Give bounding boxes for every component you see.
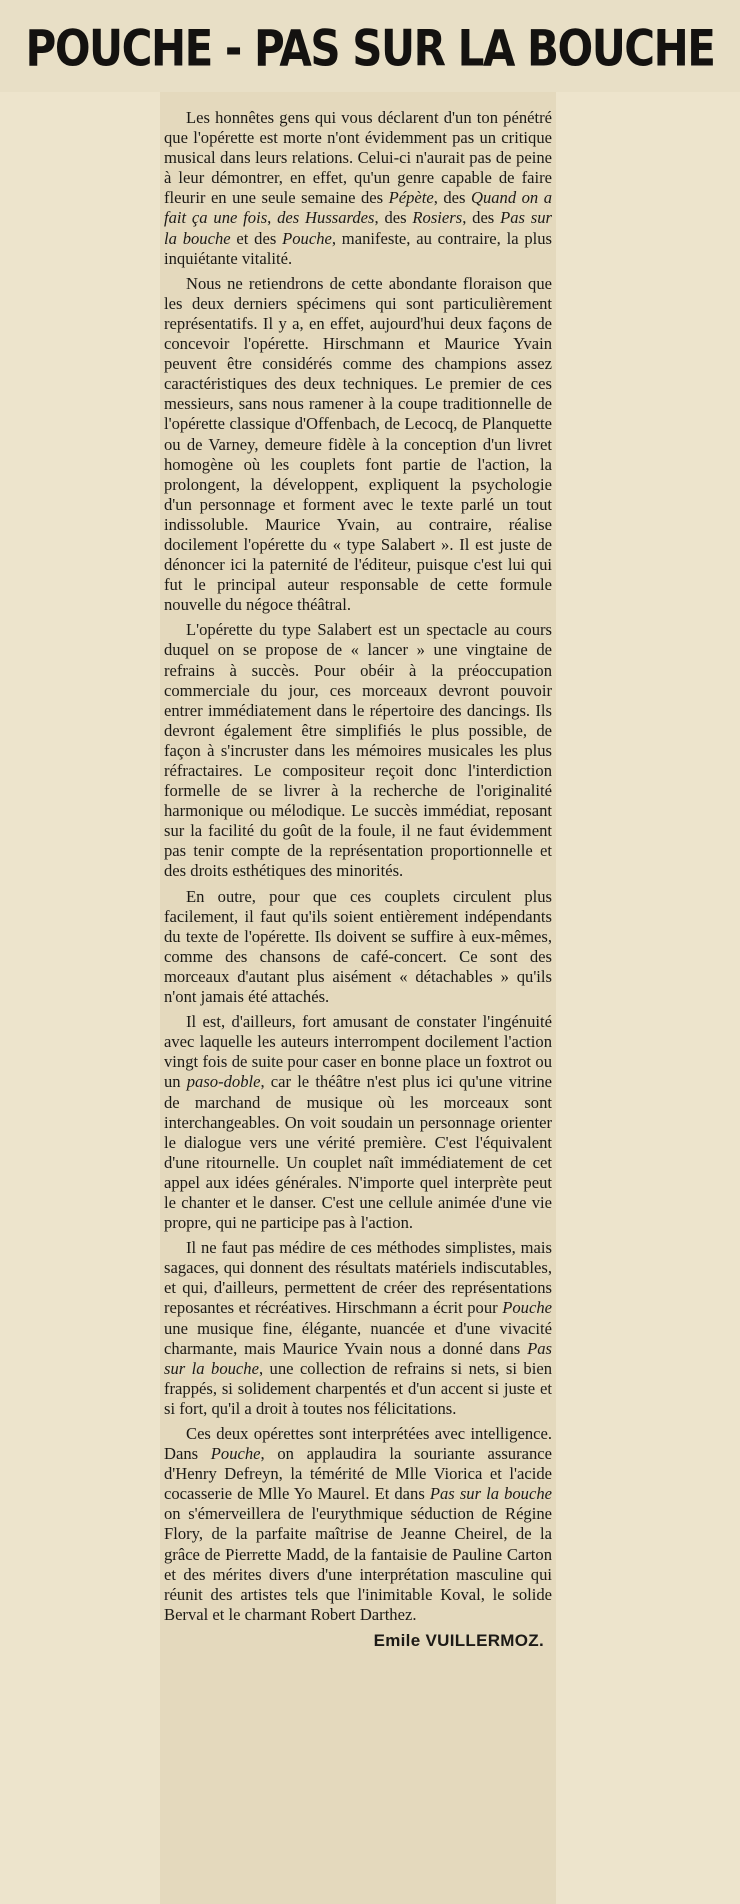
headline: POUCHE - PAS SUR LA BOUCHE <box>25 19 715 78</box>
italic-title: des Hussardes <box>277 208 375 228</box>
text-run: En outre, pour que ces couplets circulent plus facilement, il faut qu'ils soient entièrement indépendants du texte de l'opérette. Ils doivent se suffire à eux-mêmes, comme des chansons de café-concert. Ce sont des morceaux d'autant plus aisément « détachables » qu'ils n'ont jamais été attachés. <box>164 886 552 1007</box>
text-run: L'opérette du type Salabert est un spectacle au cours duquel on se propose de « lancer » une vingtaine de refrains à succès. Pour obéir à la préoccupation commerciale du jour, ces morceaux devront pouvoir entrer immédiatement dans le répertoire des dancings. Ils devront également être simplifiés le plus possible, de façon à s'incruster dans les mémoires musicales les plus réfractaires. Le compositeur reçoit donc l'interdiction formelle de se livrer à la recherche de l'originalité harmonique ou mélodique. Le succès immédiat, reposant sur la facilité du goût de la foule, il ne faut évidemment pas tenir compte de la représentation proportionnelle et des droits esthétiques des minorités. <box>164 620 552 881</box>
italic-title: Quand on a fait ça une fois <box>164 188 552 228</box>
text-run: Ces deux opérettes sont interprétées avec intelligence. Dans <box>164 1424 552 1464</box>
italic-title: Pouche <box>210 1444 261 1464</box>
text-run: , une collection de refrains si nets, si bien frappés, si solidement charpentés et d'un accent si juste et si fort, qu'il a droit à toutes nos félicitations. <box>164 1358 552 1418</box>
paragraph-1 <box>164 108 552 269</box>
italic-title: Pas sur la bouche <box>164 208 552 248</box>
text-run: , car le théâtre n'est plus ici qu'une vitrine de marchand de musique où les morceaux sont interchangeables. On voit soudain un personnage orienter le dialogue vers une vérité première. C'est l'équivalent d'une ritournelle. Un couplet naît immédiatement de cet appel aux idées générales. N'importe quel interprète peut le chanter et le danser. C'est une cellule animée d'une vie propre, qui ne participe pas à l'action. <box>164 1072 553 1233</box>
text-run: Les honnêtes gens qui vous déclarent d'un ton pénétré que l'opérette est morte n'ont évidemment pas un critique musical dans leurs relations. Celui-ci n'aurait pas de peine à leur démontrer, en effet, qu'un genre capable de faire fleurir en une seule semaine des <box>164 108 552 208</box>
text-run: Nous ne retiendrons de cette abondante floraison que les deux derniers spécimens qui sont particulièrement représentatifs. Il y a, en effet, aujourd'hui deux façons de concevoir l'opérette. Hirschmann et Maurice Yvain peuvent être considérés comme des champions assez caractéristiques des deux techniques. Le premier de ces messieurs, sans nous ramener à la coupe traditionnelle de l'opérette classique d'Offenbach, de Lecocq, de Planquette ou de Varney, demeure fidèle à la conception d'un livret homogène où les couplets font partie de l'action, la prolongent, la développent, expliquent la psychologie d'un personnage et forment avec le texte parlé un tout indissoluble. Maurice Yvain, au contraire, réalise docilement l'opérette du « type Salabert ». Il est juste de dénoncer ici la paternité de l'éditeur, puisque c'est lui qui fut le principal auteur responsable de cette formule nouvelle du négoce théâtral. <box>164 273 552 615</box>
text-run: on s'émerveillera de l'eurythmique séduction de Régine Flory, de la parfaite maîtrise de Jeanne Cheirel, de la grâce de Pierrette Madd, de la fantaisie de Pauline Carton et des mérites divers d'une interprétation masculine qui réunit des artistes tels que l'inimitable Koval, le solide Berval et le charmant Robert Darthez. <box>164 1504 552 1624</box>
text-run: , manifeste, au contraire, la plus inquiétante vitalité. <box>164 228 553 268</box>
italic-title: Pas sur la bouche <box>164 1338 552 1378</box>
italic-title: Rosiers <box>412 208 463 228</box>
paragraph-6 <box>164 1238 552 1419</box>
paragraph-7 <box>164 1424 552 1625</box>
paragraph-5 <box>164 1012 552 1233</box>
text-run: et des <box>230 228 283 248</box>
text-run: , des <box>433 188 471 208</box>
text-run: , des <box>374 208 413 228</box>
italic-title: paso-doble <box>186 1072 261 1092</box>
text-run: une musique fine, élégante, nuancée et d'une vivacité charmante, mais Maurice Yvain nous a donné dans <box>164 1318 552 1358</box>
text-run: , <box>267 208 278 228</box>
italic-title: Pouche <box>282 228 332 248</box>
italic-title: Pas sur la bouche <box>429 1484 552 1504</box>
article-body <box>164 108 552 1651</box>
text-run: Il est, d'ailleurs, fort amusant de constater l'ingénuité avec laquelle les auteurs interrompent docilement l'action vingt fois de suite pour caser en bonne place un foxtrot ou un <box>164 1012 552 1092</box>
text-run: Il ne faut pas médire de ces méthodes simplistes, mais sagaces, qui donnent des résultats matériels indiscutables, et qui, d'ailleurs, permettent de créer des représentations reposantes et récréatives. Hirschmann a écrit pour <box>164 1238 552 1318</box>
text-run: , des <box>462 208 501 228</box>
text-run: , on applaudira la souriante assurance d'Henry Defreyn, la témérité de Mlle Viorica et l'acide cocasserie de Mlle Yo Maurel. Et dans <box>164 1444 552 1504</box>
italic-title: Pépète <box>388 188 434 208</box>
paragraph-2 <box>164 274 552 616</box>
paragraph-4 <box>164 887 552 1008</box>
italic-title: Pouche <box>502 1298 552 1318</box>
author-signature: Emile VUILLERMOZ. <box>373 1630 544 1650</box>
paragraph-3 <box>164 620 552 881</box>
